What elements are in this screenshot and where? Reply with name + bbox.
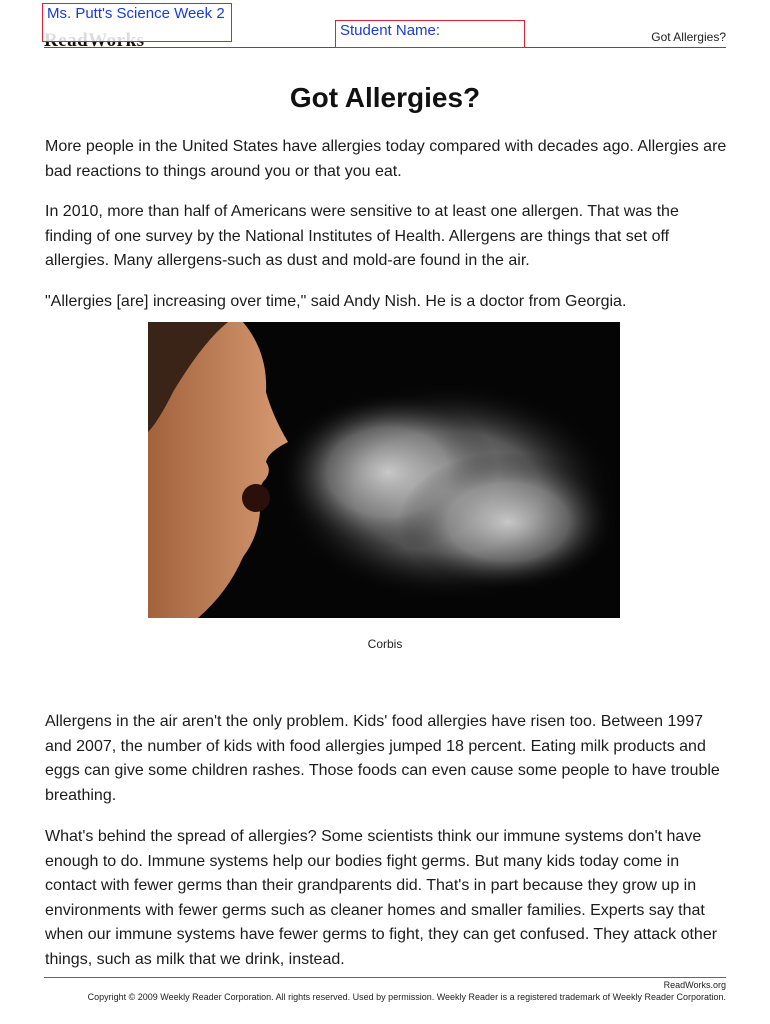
paragraph-5: What's behind the spread of allergies? Some scientists think our immune systems don't have enough to do. Immune systems help our bodies fight germs. But many kids today come in contact with fewer germs than their grandparents did. That's in part because they grow up in environments with fewer germs such as cleaner homes and smaller families. Experts say that when our immune systems have fewer germs to fight, they can get confused. They attack other things, such as milk that we drink, instead. [45,828,718,968]
student-name-field[interactable]: Student Name: [335,20,525,48]
class-name-field[interactable]: Ms. Putt's Science Week 2 [42,3,232,42]
paragraph-3: "Allergies [are] increasing over time," said Andy Nish. He is a doctor from Georgia. [45,293,627,310]
footer-copyright: Copyright © 2009 Weekly Reader Corporation. All rights reserved. Used by permission. Weekly Reader is a registered trademark of Weekly Reader Corporation. [87,992,726,1002]
photo-caption: Corbis [367,637,403,651]
sneeze-photo [148,322,620,618]
footer-site: ReadWorks.org [663,980,726,990]
header-article-title: Got Allergies? [651,30,726,44]
article-title: Got Allergies? [289,82,481,113]
footer-rule [44,977,726,978]
paragraph-1: More people in the United States have allergies today compared with decades ago. Allergies are bad reactions to things around you or that you eat. [45,138,727,180]
sneeze-image [148,322,620,618]
paragraph-2: In 2010, more than half of Americans were sensitive to at least one allergen. That was the finding of one survey by the National Institutes of Health. Allergens are things that set off allergies. Many allergens-such as dust and mold-are found in the air. [45,203,679,270]
paragraph-4: Allergens in the air aren't the only problem. Kids' food allergies have risen too. Between 1997 and 2007, the number of kids with food allergies jumped 18 percent. Eating milk products and eggs can give some children rashes. Those foods can even cause some people to have trouble breathing. [45,713,720,804]
